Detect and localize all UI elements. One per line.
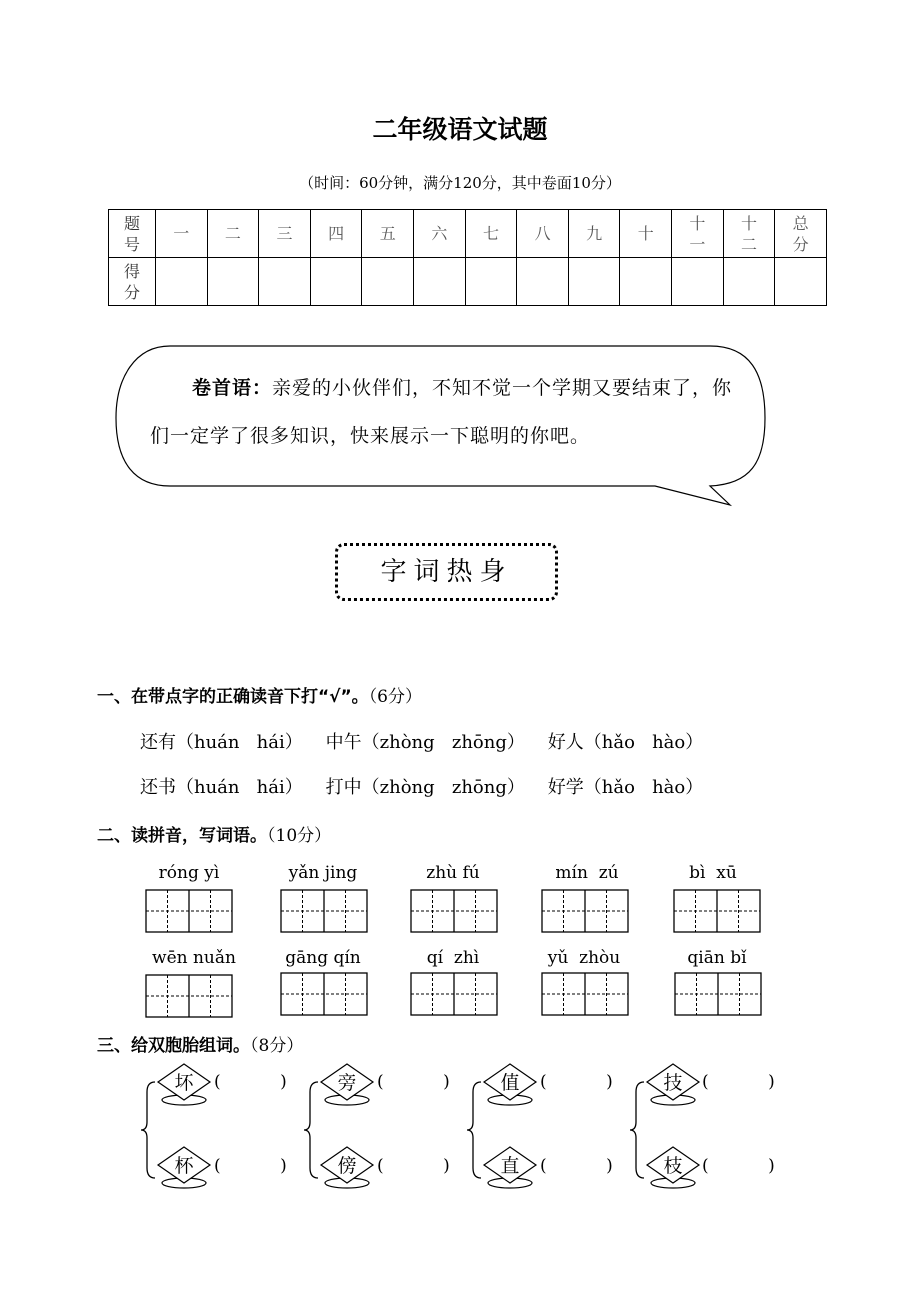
character-text: 杯 <box>174 1155 194 1177</box>
column-header: 八 <box>517 210 569 258</box>
score-cell[interactable] <box>465 258 517 306</box>
character-text: 值 <box>500 1072 520 1094</box>
column-header: 十 一 <box>672 210 724 258</box>
preface-text <box>150 364 740 460</box>
score-label-cell: 得 分 <box>109 258 156 306</box>
answer-blank[interactable]: ( ) <box>214 1156 287 1176</box>
preface-body: 亲爱的小伙伴们，不知不觉一个学期又要结束了，你们一定学了很多知识，快来展示一下聪明的你吧。 <box>150 377 733 447</box>
answer-blank[interactable]: ( ) <box>540 1156 613 1176</box>
writing-grid[interactable] <box>541 889 629 933</box>
character-text: 枝 <box>663 1155 683 1177</box>
pinyin-label: yǔ zhòu <box>547 948 621 968</box>
column-header: 九 <box>568 210 620 258</box>
writing-grid[interactable] <box>674 972 762 1016</box>
character-text: 技 <box>663 1072 683 1094</box>
score-table <box>108 209 827 306</box>
writing-grid[interactable] <box>145 974 233 1018</box>
brace-icon <box>466 1080 482 1180</box>
score-cell[interactable] <box>568 258 620 306</box>
score-cell[interactable] <box>672 258 724 306</box>
pinyin-label: zhù fú <box>426 863 480 883</box>
character-text: 坏 <box>174 1072 194 1094</box>
column-header: 四 <box>310 210 362 258</box>
writing-grid[interactable] <box>673 889 761 933</box>
score-cell[interactable] <box>259 258 311 306</box>
character-diamond <box>482 1145 538 1193</box>
section-title: 字词热身 <box>335 543 558 601</box>
q3-heading: 三、给双胞胎组词。（8分） <box>97 1036 304 1056</box>
score-cell[interactable] <box>414 258 466 306</box>
character-text: 傍 <box>337 1155 357 1177</box>
writing-grid[interactable] <box>410 972 498 1016</box>
pinyin-label: gāng qín <box>285 948 361 968</box>
character-diamond <box>645 1062 701 1110</box>
answer-blank[interactable]: ( ) <box>214 1072 287 1092</box>
score-cell[interactable] <box>517 258 569 306</box>
writing-grid[interactable] <box>280 972 368 1016</box>
brace-icon <box>303 1080 319 1180</box>
score-cell[interactable] <box>620 258 672 306</box>
writing-grid[interactable] <box>541 972 629 1016</box>
character-text: 直 <box>500 1155 520 1177</box>
column-header: 一 <box>156 210 208 258</box>
score-cell[interactable] <box>207 258 259 306</box>
pinyin-label: yǎn jing <box>288 863 358 883</box>
column-header: 五 <box>362 210 414 258</box>
character-diamond <box>645 1145 701 1193</box>
score-cell[interactable] <box>723 258 775 306</box>
pinyin-label: mín zú <box>555 863 619 883</box>
character-diamond <box>156 1145 212 1193</box>
column-header: 三 <box>259 210 311 258</box>
answer-blank[interactable]: ( ) <box>702 1156 775 1176</box>
pinyin-label: qiān bǐ <box>687 948 747 968</box>
score-table-header-row <box>109 210 827 258</box>
header-label-cell: 题 号 <box>109 210 156 258</box>
page-title: 二年级语文试题 <box>372 115 548 144</box>
brace-icon <box>629 1080 645 1180</box>
brace-icon <box>140 1080 156 1180</box>
character-text: 旁 <box>337 1072 357 1094</box>
q1-heading: 一、在带点字的正确读音下打“√”。（6分） <box>97 687 423 707</box>
column-header: 总 分 <box>775 210 827 258</box>
pinyin-label: róng yì <box>158 863 220 883</box>
column-header: 二 <box>207 210 259 258</box>
writing-grid[interactable] <box>145 889 233 933</box>
q1-row[interactable]: 还有（huán hái） 中午（zhòng zhōng） 好人（hǎo hào） <box>140 732 704 753</box>
pinyin-label: wēn nuǎn <box>152 948 236 968</box>
column-header: 六 <box>414 210 466 258</box>
writing-grid[interactable] <box>280 889 368 933</box>
column-header: 七 <box>465 210 517 258</box>
q2-heading: 二、读拼音，写词语。（10分） <box>97 826 332 846</box>
character-diamond <box>319 1062 375 1110</box>
character-diamond <box>482 1062 538 1110</box>
answer-blank[interactable]: ( ) <box>377 1072 450 1092</box>
writing-grid[interactable] <box>410 889 498 933</box>
score-table-score-row <box>109 258 827 306</box>
character-diamond <box>156 1062 212 1110</box>
score-cell[interactable] <box>775 258 827 306</box>
answer-blank[interactable]: ( ) <box>540 1072 613 1092</box>
column-header: 十 <box>620 210 672 258</box>
q1-row[interactable]: 还书（huán hái） 打中（zhòng zhōng） 好学（hǎo hào） <box>140 777 704 798</box>
pinyin-label: qí zhì <box>426 948 480 968</box>
score-cell[interactable] <box>156 258 208 306</box>
preface-label: 卷首语： <box>192 377 273 399</box>
score-cell[interactable] <box>310 258 362 306</box>
score-cell[interactable] <box>362 258 414 306</box>
character-diamond <box>319 1145 375 1193</box>
exam-info: （时间：60分钟，满分120分，其中卷面10分） <box>299 174 621 192</box>
answer-blank[interactable]: ( ) <box>702 1072 775 1092</box>
answer-blank[interactable]: ( ) <box>377 1156 450 1176</box>
column-header: 十 二 <box>723 210 775 258</box>
pinyin-label: bì xū <box>689 863 737 883</box>
